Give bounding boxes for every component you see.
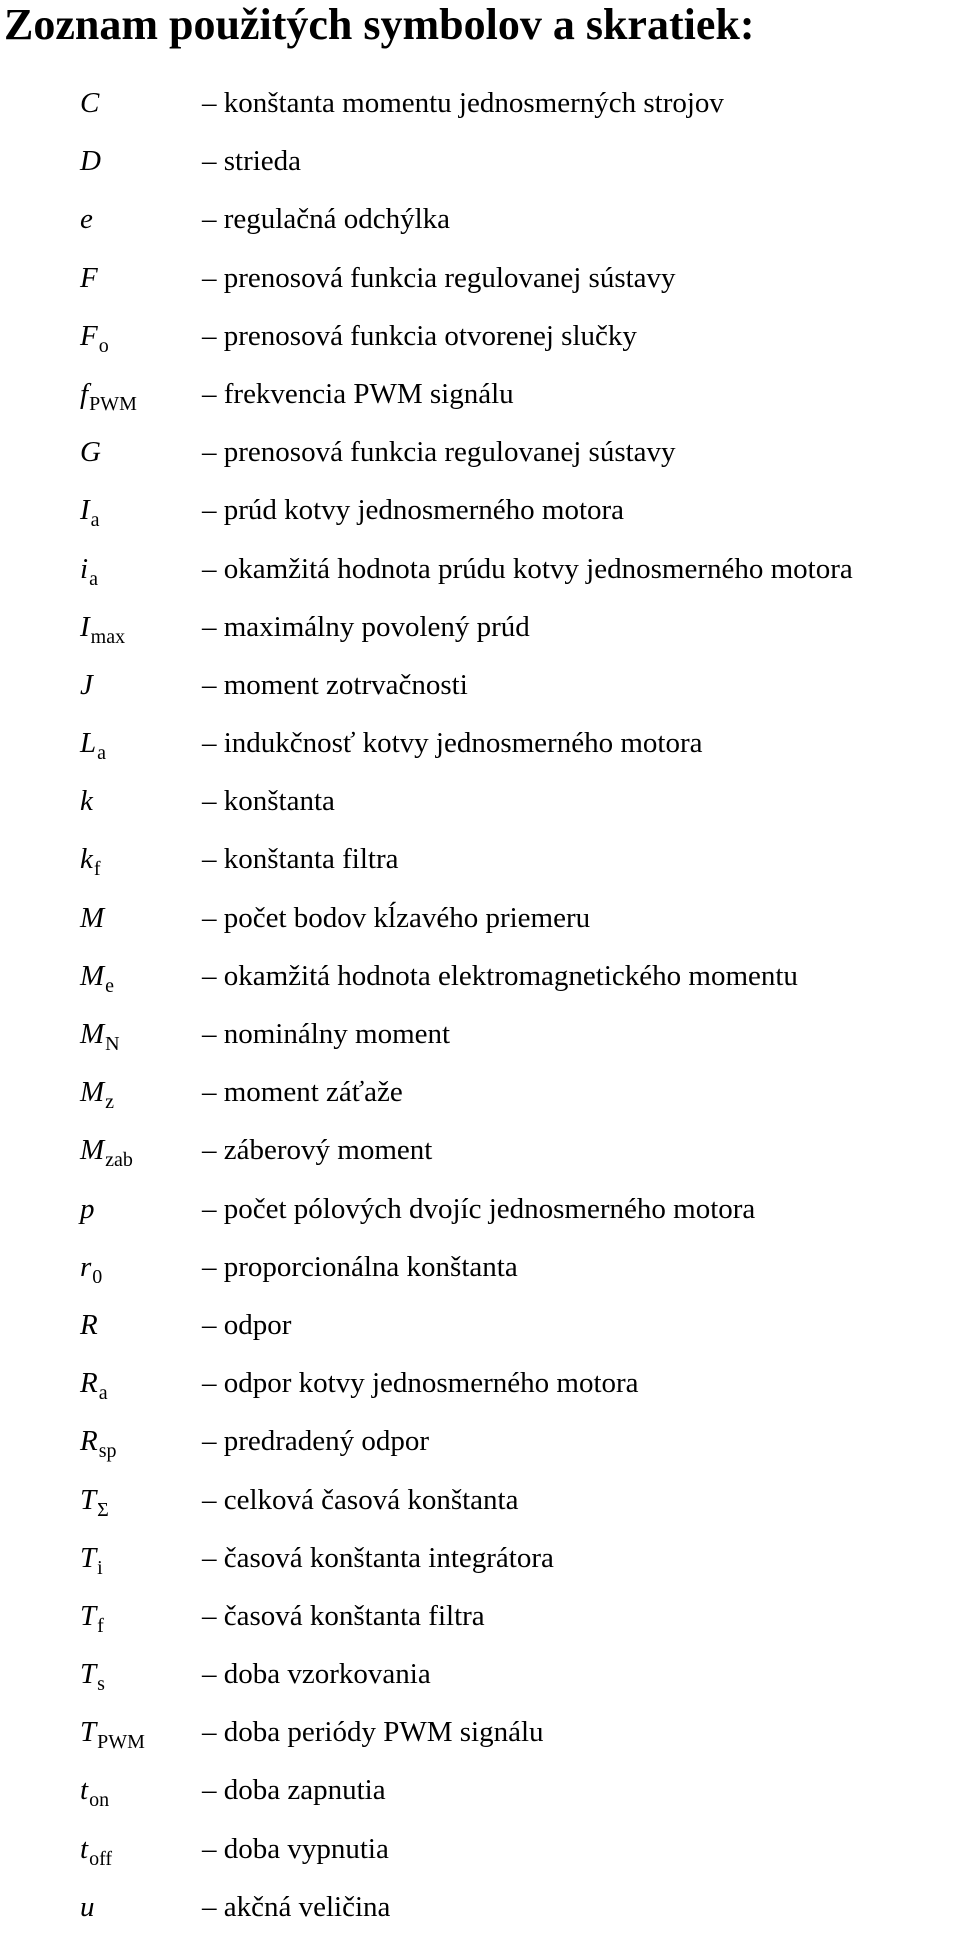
symbol-row <box>0 540 960 598</box>
dash-separator: – <box>202 494 217 527</box>
symbol-row <box>0 1471 960 1529</box>
symbol <box>80 714 106 775</box>
description-text: moment zotrvačnosti <box>223 668 468 701</box>
symbol-description <box>202 1180 755 1238</box>
symbol-base: D <box>80 145 101 178</box>
symbol-description <box>202 307 637 365</box>
symbol-base: T <box>80 1658 97 1691</box>
symbol-subscript: f <box>93 858 101 881</box>
symbol-base: M <box>80 901 105 934</box>
symbol <box>80 1296 98 1354</box>
symbol-row <box>0 1703 960 1761</box>
symbol-description <box>202 423 676 481</box>
symbol-base: F <box>80 319 98 352</box>
symbol-row <box>0 1296 960 1354</box>
symbol-row <box>0 1761 960 1819</box>
symbol-base: R <box>80 1308 98 1341</box>
symbol <box>80 74 99 132</box>
description-text: akčná veličina <box>223 1890 391 1923</box>
symbol-description <box>202 1587 485 1645</box>
symbol-base: J <box>80 668 93 701</box>
description-text: proporcionálna konštanta <box>223 1250 518 1283</box>
dash-separator: – <box>202 1716 217 1749</box>
symbol-row <box>0 249 960 307</box>
symbol <box>80 598 125 659</box>
symbol-row <box>0 1412 960 1470</box>
symbol-description <box>202 1703 544 1761</box>
symbol-base: C <box>80 87 100 119</box>
symbol <box>80 307 109 368</box>
symbol <box>80 423 101 481</box>
symbol-row <box>0 1354 960 1412</box>
symbol-description <box>202 1412 429 1470</box>
symbol-subscript: off <box>89 1847 113 1870</box>
dash-separator: – <box>202 1774 217 1807</box>
symbol-row <box>0 1005 960 1063</box>
description-text: doba periódy PWM signálu <box>223 1716 544 1749</box>
dash-separator: – <box>202 87 217 119</box>
symbol <box>80 1761 109 1822</box>
symbol-base: T <box>80 1599 97 1632</box>
symbol-description <box>202 132 301 190</box>
symbol-subscript: PWM <box>97 1731 145 1754</box>
symbol-row <box>0 74 960 132</box>
symbol-description <box>202 365 514 423</box>
description-text: prenosová funkcia otvorenej slučky <box>223 319 637 352</box>
symbol-row <box>0 1878 960 1936</box>
dash-separator: – <box>202 1192 217 1225</box>
dash-separator: – <box>202 319 217 352</box>
description-text: indukčnosť kotvy jednosmerného motora <box>223 727 703 760</box>
dash-separator: – <box>202 1308 217 1341</box>
description-text: počet bodov kĺzavého priemeru <box>223 901 591 934</box>
symbol-description <box>202 1529 554 1587</box>
symbol-row <box>0 1645 960 1703</box>
description-text: počet pólových dvojíc jednosmerného motora <box>223 1192 756 1225</box>
symbol <box>80 1529 103 1590</box>
symbol-description <box>202 1005 450 1063</box>
symbol-subscript: Σ <box>97 1498 109 1521</box>
symbol <box>80 249 98 307</box>
symbol-base: F <box>80 261 98 294</box>
symbol-description <box>202 947 798 1005</box>
symbol-subscript: N <box>105 1033 120 1055</box>
symbol-row <box>0 481 960 539</box>
dash-separator: – <box>202 1890 217 1923</box>
symbol-row <box>0 656 960 714</box>
symbol-subscript: i <box>97 1556 103 1579</box>
symbol-base: R <box>80 1367 98 1400</box>
dash-separator: – <box>202 1541 217 1574</box>
description-text: prenosová funkcia regulovanej sústavy <box>223 436 676 469</box>
symbol-base: r <box>80 1250 92 1283</box>
dash-separator: – <box>202 959 217 992</box>
symbol-description <box>202 1354 639 1412</box>
symbol-subscript: z <box>105 1091 115 1114</box>
dash-separator: – <box>202 901 217 934</box>
dash-separator: – <box>202 552 217 585</box>
symbol-description <box>202 830 399 888</box>
dash-separator: – <box>202 1658 217 1691</box>
symbol <box>80 1238 102 1299</box>
page-title: Zoznam použitých symbolov a skratiek: <box>4 0 755 49</box>
description-text: časová konštanta filtra <box>223 1599 485 1632</box>
symbol-list <box>0 74 960 1936</box>
symbol-description <box>202 1296 291 1354</box>
symbol-subscript: a <box>89 567 98 590</box>
symbol-base: L <box>80 727 97 760</box>
symbol-subscript: a <box>90 509 100 532</box>
description-text: záberový moment <box>223 1134 433 1167</box>
symbol-description <box>202 714 702 772</box>
symbol-description <box>202 1761 386 1819</box>
description-text: regulačná odchýlka <box>223 203 451 236</box>
symbol <box>80 481 100 542</box>
description-text: časová konštanta integrátora <box>223 1541 554 1574</box>
dash-separator: – <box>202 1134 217 1167</box>
description-text: odpor <box>223 1308 292 1341</box>
symbol-description <box>202 540 853 598</box>
description-text: konštanta momentu jednosmerných strojov <box>223 87 724 119</box>
symbol-base: T <box>80 1716 97 1749</box>
dash-separator: – <box>202 1483 217 1516</box>
description-text: moment záťaže <box>223 1076 403 1109</box>
dash-separator: – <box>202 1076 217 1109</box>
description-text: celková časová konštanta <box>223 1483 519 1516</box>
symbol <box>80 1180 95 1238</box>
symbol-subscript: e <box>105 974 115 997</box>
symbol-base: I <box>80 494 90 527</box>
description-text: okamžitá hodnota elektromagnetického momentu <box>223 959 798 992</box>
symbol-subscript: s <box>97 1673 105 1696</box>
symbol-row <box>0 423 960 481</box>
description-text: konštanta <box>223 785 335 818</box>
description-text: doba vypnutia <box>223 1832 389 1865</box>
description-text: doba zapnutia <box>223 1774 386 1807</box>
dash-separator: – <box>202 1018 217 1050</box>
symbol-subscript: PWM <box>89 392 137 415</box>
symbol <box>80 190 93 248</box>
symbol-subscript: 0 <box>92 1265 103 1288</box>
symbol-base: M <box>80 1018 105 1050</box>
symbol-row <box>0 1063 960 1121</box>
symbol-base: k <box>80 843 93 876</box>
symbol-base: e <box>80 203 93 236</box>
symbol-description <box>202 1238 518 1296</box>
dash-separator: – <box>202 843 217 876</box>
symbol-base: u <box>80 1890 95 1923</box>
dash-separator: – <box>202 145 217 178</box>
symbol <box>80 947 114 1008</box>
description-text: odpor kotvy jednosmerného motora <box>223 1367 639 1400</box>
dash-separator: – <box>202 377 217 410</box>
description-text: okamžitá hodnota prúdu kotvy jednosmerného motora <box>223 552 853 585</box>
symbol-description <box>202 1121 432 1179</box>
dash-separator: – <box>202 610 217 643</box>
symbol-row <box>0 307 960 365</box>
symbol-description <box>202 889 590 947</box>
symbol-row <box>0 889 960 947</box>
symbol-row <box>0 714 960 772</box>
symbol <box>80 1645 105 1706</box>
symbol-subscript: on <box>89 1789 110 1812</box>
symbol-row <box>0 1180 960 1238</box>
symbol <box>80 132 101 190</box>
symbol-subscript: a <box>97 742 107 765</box>
symbol-description <box>202 656 468 714</box>
symbol-description <box>202 1063 403 1121</box>
dash-separator: – <box>202 1367 217 1400</box>
dash-separator: – <box>202 1599 217 1632</box>
symbol-row <box>0 598 960 656</box>
dash-separator: – <box>202 1250 217 1283</box>
symbol-base: T <box>80 1483 97 1516</box>
symbol-description <box>202 249 676 307</box>
symbol <box>80 830 101 891</box>
symbol <box>80 1587 104 1648</box>
symbol-row <box>0 1587 960 1645</box>
dash-separator: – <box>202 1425 217 1458</box>
symbol-row <box>0 365 960 423</box>
symbol <box>80 1121 133 1182</box>
symbol-base: I <box>80 610 90 643</box>
symbol <box>80 1820 112 1881</box>
description-text: strieda <box>223 145 302 178</box>
symbol-description <box>202 772 335 830</box>
symbol-row <box>0 1529 960 1587</box>
dash-separator: – <box>202 203 217 236</box>
symbol-base: M <box>80 959 105 992</box>
description-text: nominálny moment <box>223 1018 451 1050</box>
description-text: prenosová funkcia regulovanej sústavy <box>223 261 676 294</box>
symbol-base: R <box>80 1425 98 1458</box>
symbol-base: t <box>80 1774 89 1807</box>
symbol <box>80 772 93 830</box>
symbol-description <box>202 74 724 132</box>
symbol <box>80 365 137 426</box>
symbol-description <box>202 1878 390 1936</box>
description-text: predradený odpor <box>223 1425 430 1458</box>
symbol-base: k <box>80 785 93 818</box>
description-text: maximálny povolený prúd <box>223 610 530 643</box>
symbol-subscript: o <box>98 334 109 357</box>
symbol-base: i <box>80 552 89 585</box>
dash-separator: – <box>202 727 217 760</box>
symbol-description <box>202 598 530 656</box>
symbol-row <box>0 1820 960 1878</box>
description-text: frekvencia PWM signálu <box>223 377 514 410</box>
symbol-base: M <box>80 1076 105 1109</box>
symbol-row <box>0 947 960 1005</box>
dash-separator: – <box>202 436 217 469</box>
dash-separator: – <box>202 261 217 294</box>
symbol <box>80 889 104 947</box>
symbol-row <box>0 830 960 888</box>
symbol-base: G <box>80 436 101 469</box>
description-text: doba vzorkovania <box>223 1658 431 1691</box>
symbol <box>80 1878 95 1936</box>
symbol <box>80 656 93 714</box>
dash-separator: – <box>202 1832 217 1865</box>
symbol <box>80 1412 117 1473</box>
symbol-row <box>0 772 960 830</box>
symbol <box>80 1471 109 1532</box>
symbol-description <box>202 481 624 539</box>
symbol-description <box>202 1471 518 1529</box>
symbol-row <box>0 190 960 248</box>
symbol-subscript: max <box>90 625 126 648</box>
description-text: konštanta filtra <box>223 843 399 876</box>
symbol-description <box>202 1820 389 1878</box>
symbol <box>80 540 98 601</box>
symbol-base: T <box>80 1541 97 1574</box>
symbol-row <box>0 1238 960 1296</box>
symbol-subscript: sp <box>98 1440 117 1463</box>
dash-separator: – <box>202 785 217 818</box>
symbol-subscript: f <box>97 1614 104 1637</box>
symbol-description <box>202 190 450 248</box>
symbol <box>80 1354 108 1415</box>
symbol-base: t <box>80 1832 89 1865</box>
symbol <box>80 1063 114 1124</box>
symbol-row <box>0 1121 960 1179</box>
symbol-base: M <box>80 1134 105 1167</box>
symbol-base: f <box>80 377 89 410</box>
symbol-row <box>0 132 960 190</box>
symbol <box>80 1005 120 1066</box>
dash-separator: – <box>202 668 217 701</box>
symbol-description <box>202 1645 431 1703</box>
symbol-subscript: zab <box>105 1149 133 1172</box>
symbol-base: p <box>80 1192 95 1225</box>
symbol <box>80 1703 145 1764</box>
symbol-subscript: a <box>98 1382 108 1405</box>
description-text: prúd kotvy jednosmerného motora <box>223 494 625 527</box>
